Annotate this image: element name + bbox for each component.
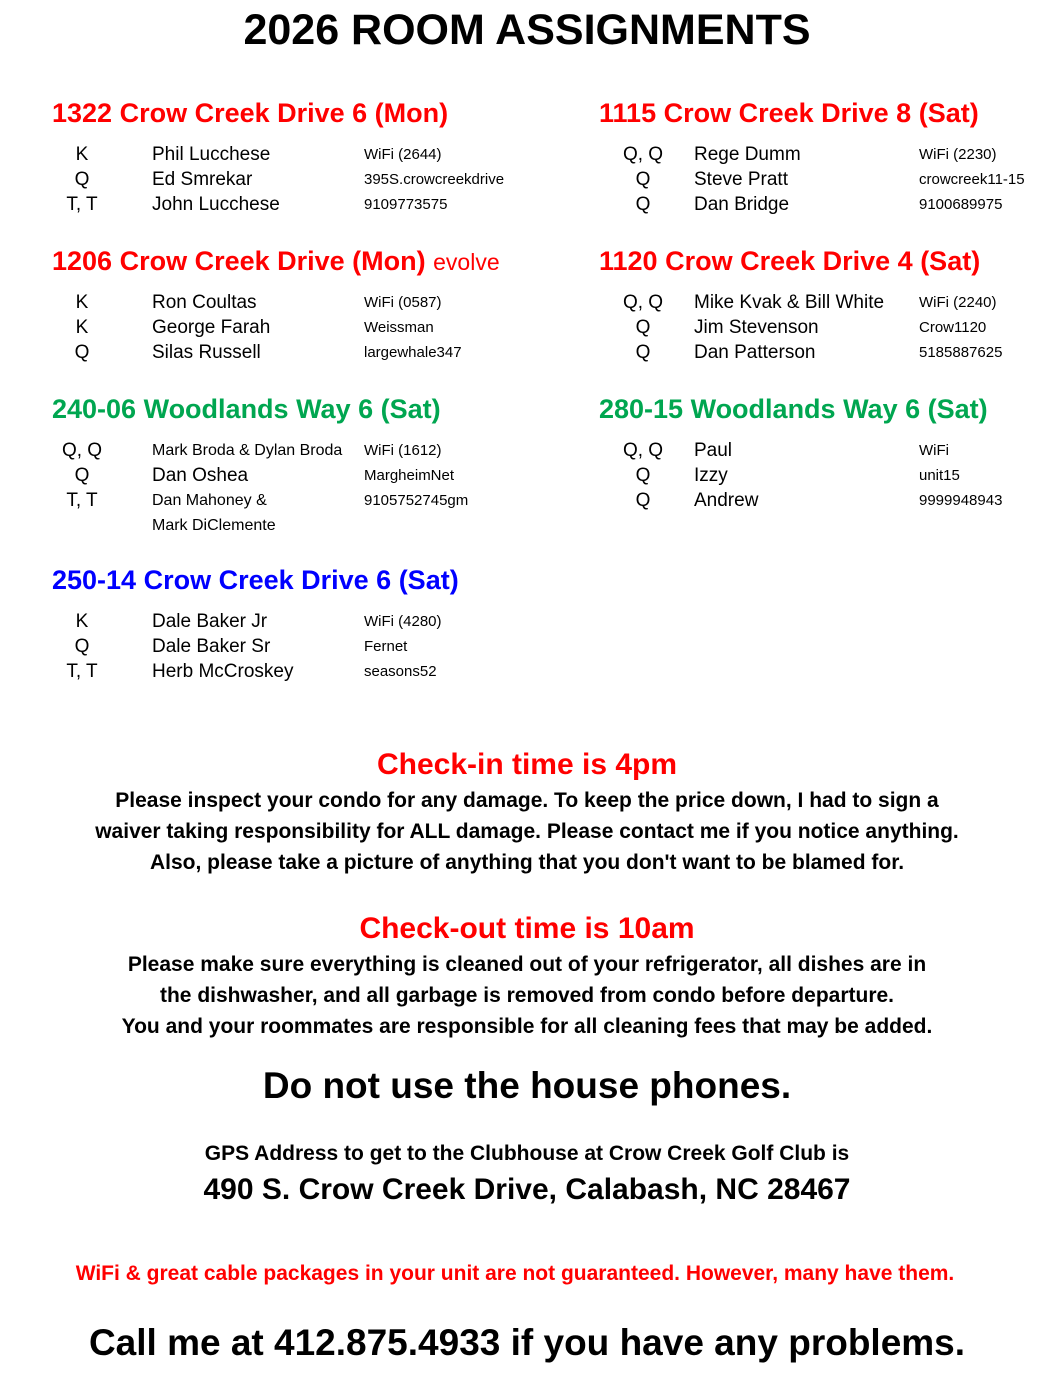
bed-type: Q: [635, 342, 651, 363]
guest-name: Phil Lucchese: [152, 144, 271, 165]
guest-name: Silas Russell: [152, 342, 261, 363]
checkin-line: waiver taking responsibility for ALL damage. Please contact me if you notice anything.: [95, 820, 959, 843]
wifi-info: unit15: [919, 467, 960, 484]
wifi-info: MargheimNet: [364, 467, 455, 484]
guest-name: Ed Smrekar: [152, 169, 253, 190]
bed-type: T, T: [66, 661, 98, 682]
phones-notice: Do not use the house phones.: [262, 1065, 792, 1106]
wifi-info: 9999948943: [919, 492, 1003, 509]
bed-type: Q: [74, 636, 90, 657]
wifi-info: 9105752745gm: [364, 492, 469, 509]
checkout-line: You and your roommates are responsible for all cleaning fees that may be added.: [121, 1015, 933, 1038]
guest-name: Mark DiClemente: [152, 517, 276, 534]
bed-type: K: [75, 292, 89, 313]
unit-heading: 1115 Crow Creek Drive 8 (Sat): [599, 98, 979, 128]
bed-type: Q: [74, 465, 90, 486]
guest-name: Dan Bridge: [694, 194, 790, 215]
wifi-info: 9100689975: [919, 196, 1003, 213]
wifi-info: Fernet: [364, 638, 408, 655]
unit-suffix: evolve: [433, 249, 500, 275]
guest-name: Dan Oshea: [152, 465, 249, 486]
unit-heading: 250-14 Crow Creek Drive 6 (Sat): [52, 565, 459, 595]
wifi-info: WiFi (2230): [919, 146, 997, 163]
wifi-info: Weissman: [364, 319, 434, 336]
bed-type: Q: [635, 465, 651, 486]
bed-type: K: [75, 317, 89, 338]
wifi-info: WiFi (1612): [364, 442, 442, 459]
checkin-line: Please inspect your condo for any damage. To keep the price down, I had to sign a: [115, 789, 939, 812]
bed-type: Q: [635, 317, 651, 338]
wifi-info: WiFi (4280): [364, 613, 442, 630]
checkout-line: the dishwasher, and all garbage is removed from condo before departure.: [159, 984, 894, 1007]
bed-type: K: [75, 611, 89, 632]
wifi-info: WiFi: [919, 442, 949, 459]
gps-address: 490 S. Crow Creek Drive, Calabash, NC 28467: [203, 1173, 851, 1206]
bed-type: Q: [74, 169, 90, 190]
guest-name: Dan Patterson: [694, 342, 816, 363]
guest-name: Dan Mahoney &: [152, 492, 267, 509]
wifi-info: seasons52: [364, 663, 437, 680]
bed-type: Q, Q: [61, 440, 103, 461]
wifi-notice: WiFi & great cable packages in your unit are not guaranteed. However, many have them.: [75, 1262, 955, 1285]
bed-type: T, T: [66, 194, 98, 215]
bed-type: Q, Q: [622, 440, 664, 461]
guest-name: Ron Coultas: [152, 292, 257, 313]
guest-name: Dale Baker Jr: [152, 611, 268, 632]
guest-name: George Farah: [152, 317, 271, 338]
guest-name: Rege Dumm: [694, 144, 801, 165]
checkout-title: Check-out time is 10am: [359, 912, 695, 945]
wifi-info: 9109773575: [364, 196, 448, 213]
guest-name: Mike Kvak & Bill White: [694, 292, 885, 313]
wifi-info: crowcreek11-15: [919, 171, 1025, 188]
wifi-info: WiFi (2644): [364, 146, 442, 163]
guest-name: John Lucchese: [152, 194, 280, 215]
bed-type: Q, Q: [622, 292, 664, 313]
unit-heading: 1322 Crow Creek Drive 6 (Mon): [52, 98, 449, 128]
checkout-line: Please make sure everything is cleaned out of your refrigerator, all dishes are in: [127, 953, 927, 976]
guest-name: Izzy: [694, 465, 728, 486]
unit-heading: 280-15 Woodlands Way 6 (Sat): [599, 394, 988, 424]
bed-type: Q: [635, 169, 651, 190]
bed-type: Q: [635, 194, 651, 215]
wifi-info: largewhale347: [364, 344, 462, 361]
checkin-line: Also, please take a picture of anything that you don't want to be blamed for.: [149, 851, 905, 874]
checkin-title: Check-in time is 4pm: [376, 748, 678, 781]
bed-type: Q: [635, 490, 651, 511]
wifi-info: 5185887625: [919, 344, 1003, 361]
wifi-info: 395S.crowcreekdrive: [364, 171, 505, 188]
wifi-info: Crow1120: [919, 319, 987, 336]
page-title: 2026 ROOM ASSIGNMENTS: [243, 6, 811, 54]
bed-type: Q, Q: [622, 144, 664, 165]
bed-type: K: [75, 144, 89, 165]
bed-type: T, T: [66, 490, 98, 511]
wifi-info: WiFi (2240): [919, 294, 997, 311]
guest-name: Steve Pratt: [694, 169, 788, 190]
guest-name: Mark Broda & Dylan Broda: [152, 442, 343, 459]
guest-name: Andrew: [694, 490, 759, 511]
bed-type: Q: [74, 342, 90, 363]
unit-heading: 1120 Crow Creek Drive 4 (Sat): [599, 246, 981, 276]
guest-name: Paul: [694, 440, 733, 461]
unit-heading: 240-06 Woodlands Way 6 (Sat): [52, 394, 441, 424]
unit-heading: 1206 Crow Creek Drive (Mon) evolve: [52, 246, 500, 276]
contact-line: Call me at 412.875.4933 if you have any problems.: [88, 1322, 966, 1363]
gps-label: GPS Address to get to the Clubhouse at Crow Creek Golf Club is: [204, 1142, 850, 1165]
guest-name: Dale Baker Sr: [152, 636, 271, 657]
guest-name: Herb McCroskey: [152, 661, 294, 682]
guest-name: Jim Stevenson: [694, 317, 819, 338]
wifi-info: WiFi (0587): [364, 294, 442, 311]
